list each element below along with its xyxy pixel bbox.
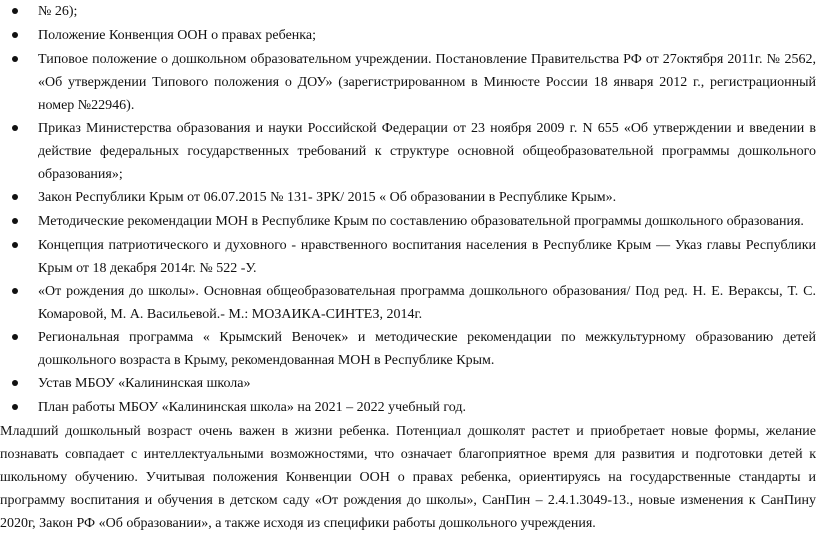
bullet-icon [12, 218, 18, 224]
list-item-text: Региональная программа « Крымский Веночек» и методические рекомендации по межкультурному образованию детей дошкольного возраста в Крыму, рекомендованная МОН в Республике Крым. [38, 330, 816, 368]
list-item-text: «От рождения до школы». Основная общеобразовательная программа дошкольного образования/ Под ред. Н. Е. Вераксы, Т. С. Комаровой, М. А. Васильевой.- М.: МОЗАИКА-СИНТЕЗ, 2014г. [38, 284, 816, 322]
list-item-text: Типовое положение о дошкольном образовательном учреждении. Постановление Правительства РФ от 27октября 2011г. № 2562, «Об утверждении Типового положения о ДОУ» (зарегистрированном в Минюсте России 18 января 2012 г., регистрационный номер №22946). [38, 52, 816, 113]
bullet-icon [12, 194, 18, 200]
bullet-icon [12, 334, 18, 340]
list-item-text: Закон Республики Крым от 06.07.2015 № 131- ЗРК/ 2015 « Об образовании в Республике Крым». [38, 190, 617, 205]
list-item [0, 280, 816, 326]
bullet-icon [12, 8, 18, 14]
list-item [0, 24, 816, 47]
list-item [0, 0, 816, 23]
list-item [0, 48, 816, 117]
list-item [0, 117, 816, 186]
bullet-icon [12, 125, 18, 131]
bullet-icon [12, 288, 18, 294]
list-item-text: Устав МБОУ «Калининская школа» [38, 376, 251, 391]
body-paragraph: Младший дошкольный возраст очень важен в жизни ребенка. Потенциал дошколят растет и приобретает новые формы, желание познавать совпадает с интеллектуальными возможностями, что означает благоприятное время для развития и подготовки детей к школьному обучению. Учитывая положения Конвенции ООН о правах ребенка, ориентируясь на государственные стандарты и программу воспитания и обучения в детском саду «От рождения до школы», СанПин – 2.4.1.3049-13., новые изменения к СанПину 2020г, Закон РФ «Об образовании», а также исходя из специфики работы дошкольного учреждения. [0, 424, 816, 531]
bullet-icon [12, 242, 18, 248]
list-item-text: Приказ Министерства образования и науки Российской Федерации от 23 ноября 2009 г. N 655 «Об утверждении и введении в действие федеральных государственных требований к структуре основной общеобразовательной программы дошкольного образования»; [38, 121, 816, 182]
list-item [0, 372, 816, 395]
list-item [0, 186, 816, 209]
list-item [0, 396, 816, 419]
bullet-icon [12, 404, 18, 410]
list-item-text: Концепция патриотического и духовного - нравственного воспитания населения в Республике Крым — Указ главы Республики Крым от 18 декабря 2014г. № 522 -У. [38, 238, 816, 276]
bullet-icon [12, 56, 18, 62]
list-item [0, 210, 816, 233]
bullet-icon [12, 32, 18, 38]
list-item-text: Методические рекомендации МОН в Республике Крым по составлению образовательной программы дошкольного образования. [38, 214, 804, 229]
list-item [0, 234, 816, 280]
list-item [0, 326, 816, 372]
list-item-text: № 26); [38, 4, 78, 19]
bullet-icon [12, 380, 18, 386]
list-item-text: Положение Конвенция ООН о правах ребенка; [38, 28, 316, 43]
list-item-text: План работы МБОУ «Калининская школа» на 2021 – 2022 учебный год. [38, 400, 466, 415]
